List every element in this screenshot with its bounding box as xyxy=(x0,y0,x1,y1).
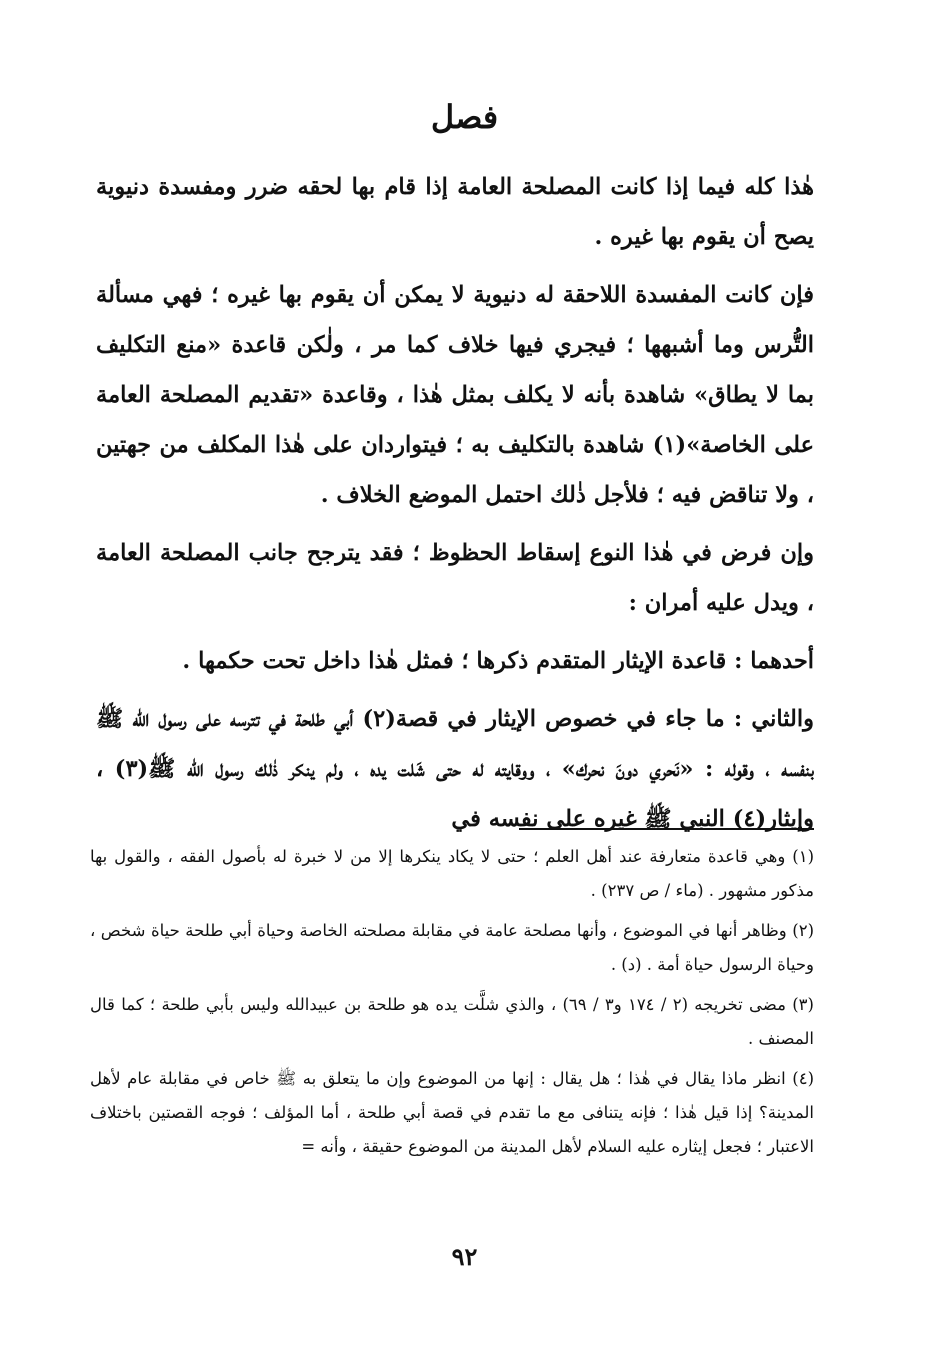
paragraph: فإن كانت المفسدة اللاحقة له دنيوية لا يمكن أن يقوم بها غيره ؛ فهي مسألة التُّرس وما أشبهها ؛ فيجري فيها خلاف كما مر ، ولٰكن قاعدة «منع التكليف بما لا يطاق» شاهدة بأنه لا يكلف بمثل هٰذا ، وقاعدة «تقديم المصلحة العامة على الخاصة»(١) شاهدة بالتكليف به ؛ فيتواردان على هٰذا المكلف من جهتين ، ولا تناقض فيه ؛ فلأجل ذٰلك احتمل الموضع الخلاف . xyxy=(96,282,814,508)
page-number: ٩٢ xyxy=(451,1242,478,1271)
section-heading: فصل xyxy=(430,98,499,136)
footnote: (٣) مضى تخريجه (٢ / ١٧٤ و٣ / ٦٩) ، والذي شلَّت يده هو طلحة بن عبيدالله وليس بأبي طلحة ؛ كما قال المصنف . xyxy=(90,995,814,1048)
first-text: قاعدة الإيثار المتقدم ذكرها ؛ فمثل هٰذا داخل تحت حكمها . xyxy=(182,648,735,674)
footnote-separator xyxy=(519,828,814,830)
footnote: (٤) انظر ماذا يقال في هٰذا ؛ هل يقال : إنها من الموضوع وإن ما يتعلق به ﷺ خاص في مقابلة عام لأهل المدينة؟ إذا قيل هٰذا ؛ فإنه يتنافى مع ما تقدم في قصة أبي طلحة ، أما المؤلف ؛ فوجه القصتين باختلاف الاعتبار ؛ فجعل إيثاره عليه السلام لأهل المدينة من الموضوع حقيقة ، وأنه = xyxy=(90,1069,814,1156)
footnote: (٢) وظاهر أنها في الموضوع ، وأنها مصلحة عامة في مقابلة مصلحته الخاصة وحياة أبي طلحة حياة شخص ، وحياة الرسول حياة أمة . (د) . xyxy=(90,921,814,974)
first-lead: أحدهما : xyxy=(734,648,814,674)
footnote: (١) وهي قاعدة متعارفة عند أهل العلم ؛ حتى لا يكاد ينكرها إلا من لا خبرة له بأصول الفقه ، والقول بها مذكور مشهور . (ماء / ص ٢٣٧) . xyxy=(90,847,814,900)
paragraph: هٰذا كله فيما إذا كانت المصلحة العامة إذا قام بها لحقه ضرر ومفسدة دنيوية يصح أن يقوم بها غيره . xyxy=(96,174,814,250)
footnotes xyxy=(90,840,814,1170)
main-text xyxy=(96,162,814,852)
paragraph-second-matter xyxy=(96,694,814,844)
second-text: ما جاء في خصوص الإيثار في قصة(٢) أبي طلحة في تترسه على رسول الله ﷺ بنفسه ، وقوله : «نَحري دونَ نحرك» ، ووقايته له حتى شَلت يده ، ولم ينكر ذٰلك رسول الله ﷺ(٣) ، وإيثار(٤) النبي ﷺ غيره على نفسه في xyxy=(96,706,814,832)
second-lead: والثاني : xyxy=(733,706,814,732)
paragraph: وإن فرض في هٰذا النوع إسقاط الحظوظ ؛ فقد يترجح جانب المصلحة العامة ، ويدل عليه أمران : xyxy=(96,540,814,616)
paragraph-first-matter xyxy=(96,636,814,686)
